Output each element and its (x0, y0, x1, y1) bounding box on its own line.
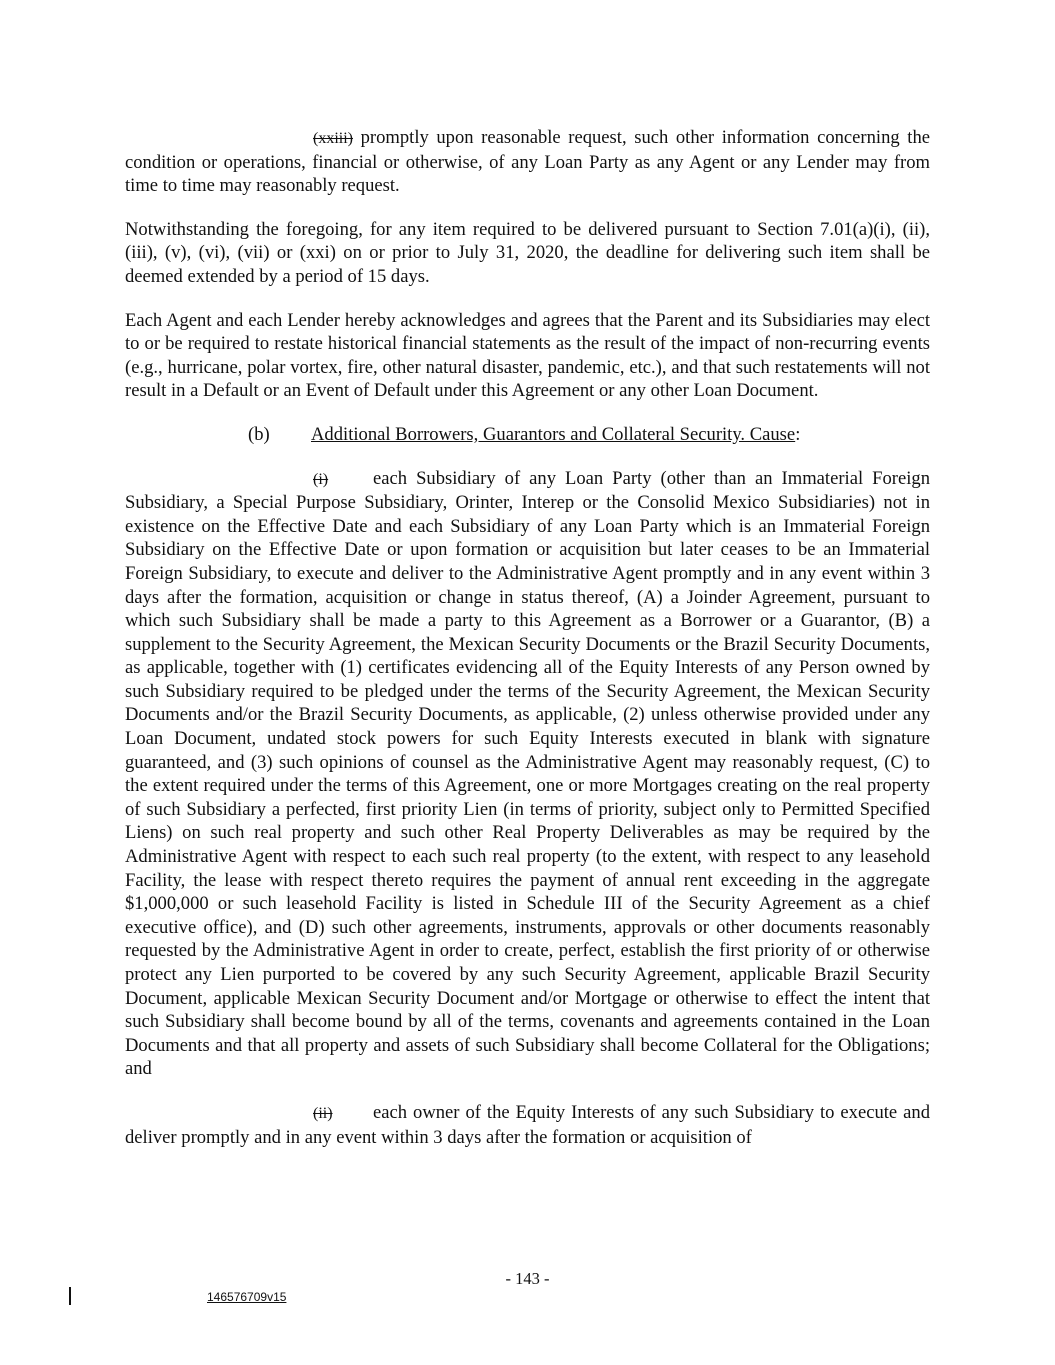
clause-number-i: (i) (313, 470, 329, 488)
section-b-colon: : (795, 423, 801, 445)
clause-ii-text: each owner of the Equity Interests of any such Subsidiary to execute and deliver promptly and in any event within 3 days after the formation or acquisition of (125, 1101, 930, 1148)
section-b-title: Additional Borrowers, Guarantors and Collateral Security. Cause (311, 423, 796, 445)
clause-xxiii-text: promptly upon reasonable request, such other information concerning the condition or operations, financial or otherwise, of any Loan Party as any Agent or any Lender may from time to time may reasonably request. (125, 127, 930, 197)
document-id: 146576709v15 (207, 1290, 287, 1304)
section-b-heading (125, 423, 930, 447)
clause-number-xxiii: (xxiii) (313, 130, 353, 147)
clause-i-text: each Subsidiary of any Loan Party (other than an Immaterial Foreign Subsidiary, a Special Purpose Subsidiary, Orinter, Interep or the Consolid Mexico Subsidiaries) not in existence on the Effective Date and each Subsidiary of any Loan Party which is an Immaterial Foreign Subsidiary on the Effective Date or upon formation or acquisition but later ceases to be an Immaterial Foreign Subsidiary, to execute and deliver to the Administrative Agent promptly and in any event within 3 days after the formation, acquisition or change in status thereof, (A) a Joinder Agreement, pursuant to which such Subsidiary shall be made a party to this Agreement as a Borrower or a Guarantor, (B) a supplement to the Security Agreement, the Mexican Security Documents or the Brazil Security Documents, as applicable, together with (1) certificates evidencing all of the Equity Interests of any Person owned by such Subsidiary required to be pledged under the terms of the Security Agreement, the Mexican Security Documents and/or the Brazil Security Documents, as applicable, (2) unless otherwise provided under any Loan Document, undated stock powers for such Equity Interests executed in blank with signature guaranteed, and (3) such opinions of counsel as the Administrative Agent may reasonably request, (C) to the extent required under the terms of this Agreement, one or more Mortgages creating on the real property of such Subsidiary a perfected, first priority Lien (in terms of priority, subject only to Permitted Specified Liens) on such real property and such other Real Property Deliverables as may be required by the Administrative Agent with respect to each such real property (to the extent, with respect to any leasehold Facility, the lease with respect thereto requires the payment of annual rent exceeding in the aggregate $1,000,000 or such leasehold Facility is listed in Schedule III of the Security Agreement as a chief executive office), and (D) such other agreements, instruments, approvals or other documents reasonably requested by the Administrative Agent in order to create, perfect, establish the first priority of or otherwise protect any Lien purported to be covered by any such Security Agreement, applicable Brazil Security Document, applicable Mexican Security Document and/or Mortgage or otherwise to effect the intent that such Subsidiary shall become bound by all of the terms, covenants and agreements contained in the Loan Documents and that all property and assets of such Subsidiary shall become Collateral for the Obligations; and (125, 467, 930, 1080)
paragraph-xxiii (125, 126, 930, 198)
section-b-label: (b) (248, 423, 270, 445)
clause-ii (125, 1101, 930, 1149)
clause-i (125, 467, 930, 1081)
revision-bar (69, 1287, 71, 1305)
paragraph-notwithstanding: Notwithstanding the foregoing, for any item required to be delivered pursuant to Section 7.01(a)(i), (ii), (iii), (v), (vi), (vii) or (xxi) on or prior to July 31, 2020, the deadline for delivering such item shall be deemed extended by a period of 15 days. (125, 218, 930, 287)
clause-number-ii: (ii) (313, 1104, 333, 1122)
paragraph-restatements: Each Agent and each Lender hereby acknowledges and agrees that the Parent and its Subsidiaries may elect to or be required to restate historical financial statements as the result of the impact of non-recurring events (e.g., hurricane, polar vortex, fire, other natural disaster, pandemic, etc.), and that such restatements will not result in a Default or an Event of Default under this Agreement or any other Loan Document. (125, 309, 930, 402)
page-number: - 143 - (505, 1269, 550, 1288)
document-body (125, 126, 930, 1149)
